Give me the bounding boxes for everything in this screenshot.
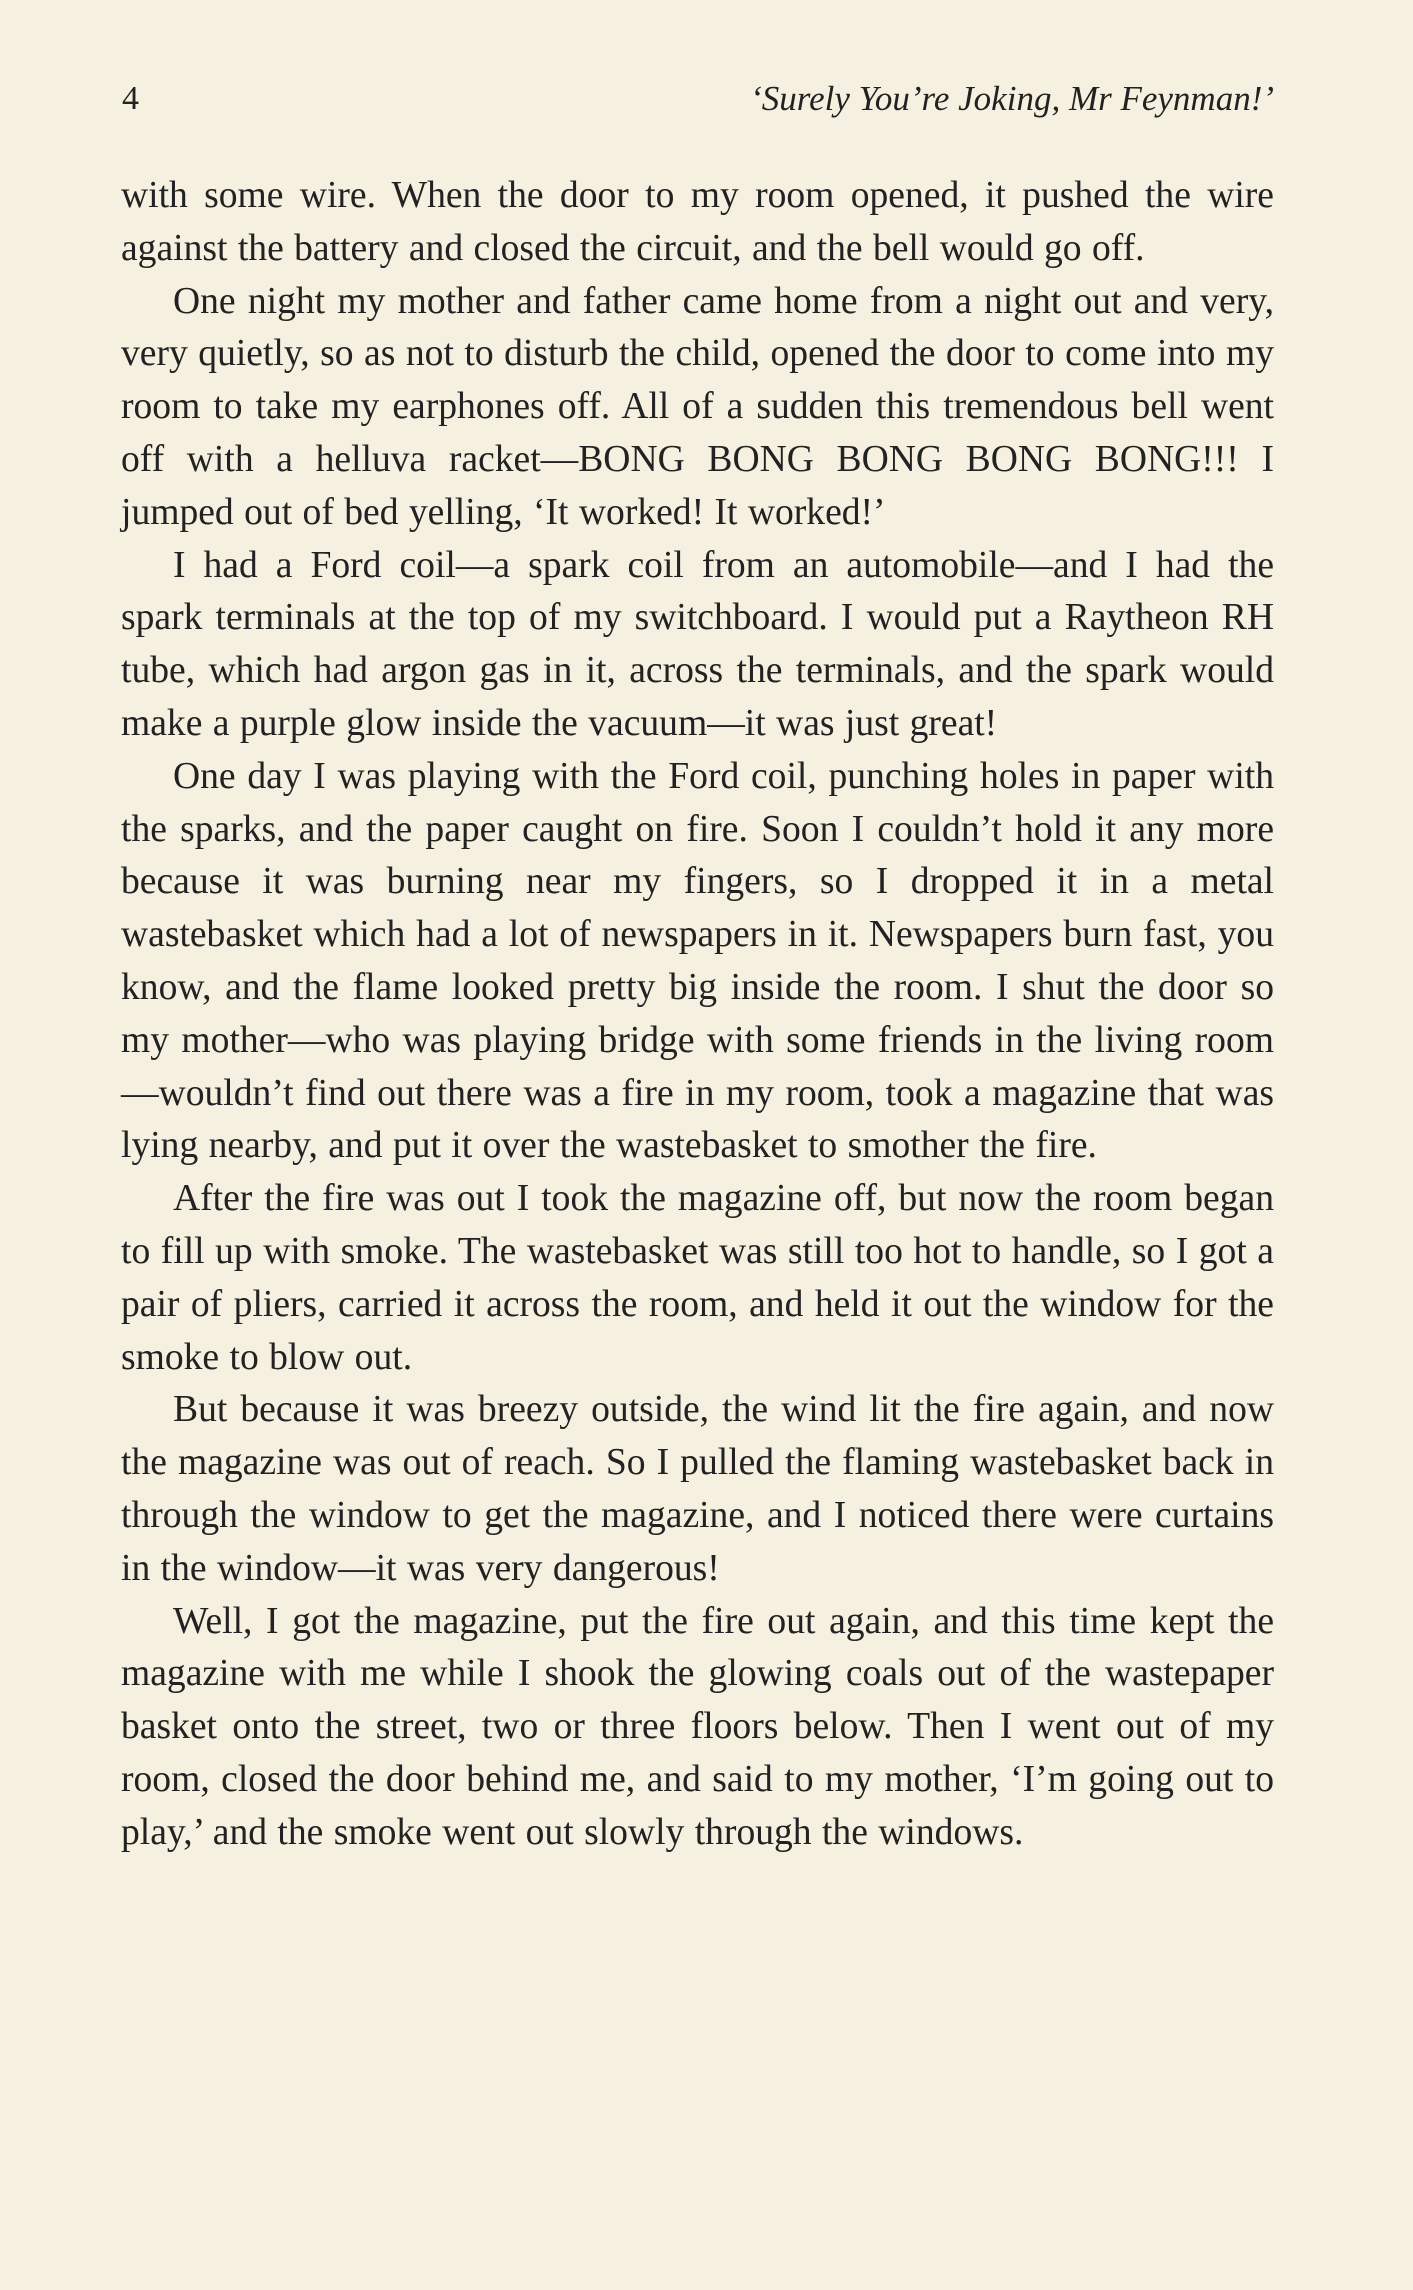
body-text: [121, 170, 1274, 1860]
paragraph-continued: with some wire. When the door to my room opened, it pushed the wire against the battery and closed the circuit, and the bell would go off.: [121, 175, 1274, 269]
paragraph: Well, I got the magazine, put the fire out again, and this time kept the magazine with me while I shook the glowing coals out of the wastepaper basket onto the street, two or three floors below. Then I went out of my room, closed the door behind me, and said to my mother, ‘I’m going out to play,’ and the smoke went out slowly through the windows.: [121, 1600, 1274, 1853]
paragraph: But because it was breezy outside, the wind lit the fire again, and now the magazine was out of reach. So I pulled the flaming wastebasket back in through the window to get the magazine, and I noticed there were curtains in the window—it was very dangerous!: [121, 1389, 1274, 1589]
book-title: ‘Surely You’re Joking, Mr Feynman!’: [750, 79, 1274, 118]
running-head: [122, 74, 1274, 124]
paragraph: After the fire was out I took the magazine off, but now the room began to fill up with smoke. The wastebasket was still too hot to handle, so I got a pair of pliers, carried it across the room, and held it out the window for the smoke to blow out.: [121, 1178, 1274, 1378]
page-number: 4: [122, 80, 139, 117]
paragraph: I had a Ford coil—a spark coil from an automobile—and I had the spark terminals at the top of my switchboard. I would put a Raytheon RH tube, which had argon gas in it, across the terminals, and the spark would make a purple glow inside the vacuum—it was just great!: [121, 544, 1274, 744]
paragraph: One night my mother and father came home from a night out and very, very quietly, so as not to disturb the child, opened the door to come into my room to take my earphones off. All of a sudden this tremendous bell went off with a helluva racket—BONG BONG BONG BONG BONG!!! I jumped out of bed yelling, ‘It worked! It worked!’: [121, 280, 1274, 533]
paragraph: One day I was playing with the Ford coil, punching holes in paper with the sparks, and the paper caught on fire. Soon I couldn’t hold it any more because it was burning near my fingers, so I dropped it in a metal wastebasket which had a lot of newspapers in it. Newspapers burn fast, you know, and the flame looked pretty big inside the room. I shut the door so my mother—who was playing bridge with some friends in the living room—wouldn’t find out there was a fire in my room, took a magazine that was lying nearby, and put it over the wastebasket to smother the fire.: [121, 755, 1274, 1167]
